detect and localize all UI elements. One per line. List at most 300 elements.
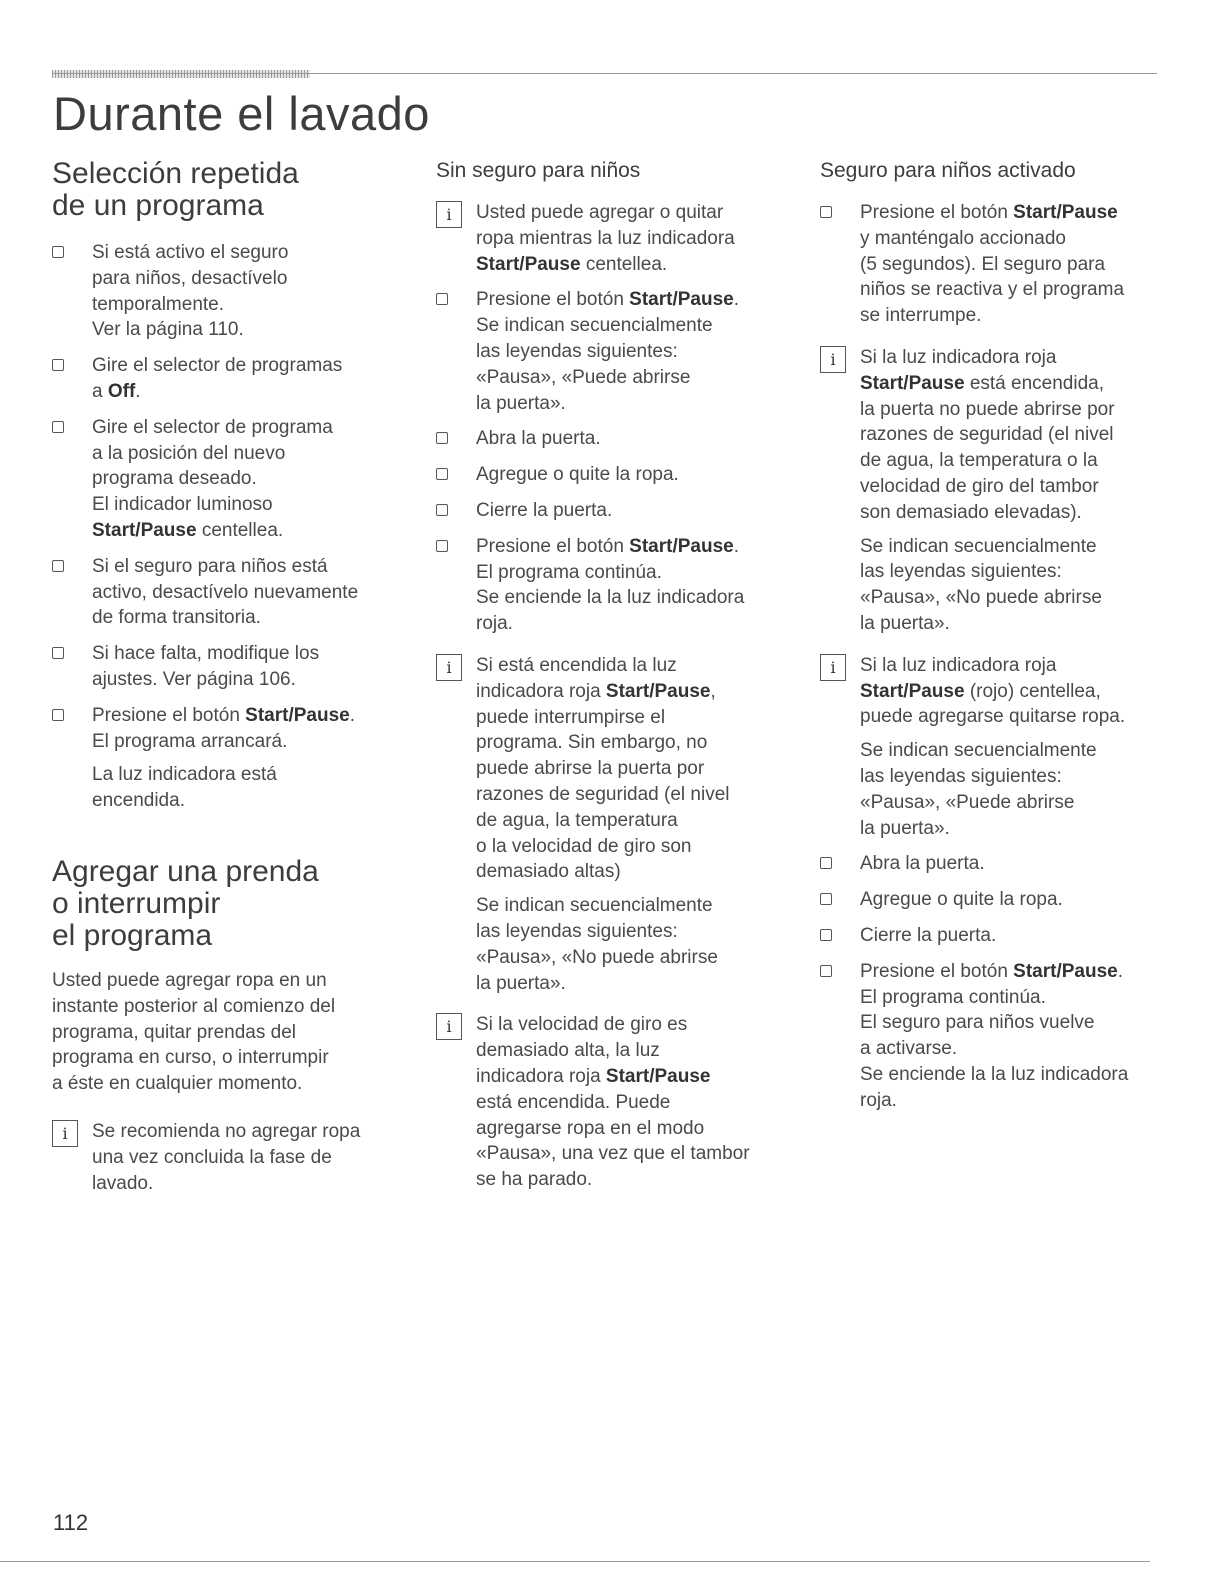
text-line [476, 1167, 791, 1193]
list-item [436, 462, 791, 488]
seguro-activado-list [820, 200, 1165, 1114]
heading-line: de un programa [52, 189, 264, 222]
text-run: razones de seguridad (el nivel [476, 783, 730, 805]
text-line [860, 653, 1165, 679]
text-line [92, 580, 402, 606]
item-text [92, 641, 402, 693]
text-line [476, 498, 791, 524]
item-text [476, 534, 791, 637]
text-line [92, 641, 402, 667]
text-line [860, 500, 1165, 526]
text-run: Gire el selector de programa [92, 416, 333, 438]
info-marker [820, 345, 860, 637]
text-line [860, 200, 1165, 226]
text-run: activo, desactívelo nuevamente [92, 581, 359, 603]
list-item [52, 240, 402, 343]
item-text [92, 415, 402, 544]
text-run: Abra la puerta. [860, 853, 985, 875]
header-pattern-strip [52, 70, 310, 78]
text-run: puede abrirse la puerta por [476, 758, 705, 780]
text-run: Cierre la puerta. [860, 924, 997, 946]
text-line [476, 560, 791, 586]
text-line [860, 611, 1165, 637]
text-run: La luz indicadora está [92, 764, 277, 786]
text-line [860, 397, 1165, 423]
text-line [860, 985, 1165, 1011]
text-run: las leyendas siguientes: [476, 920, 678, 942]
text-run: Agregue o quite la ropa. [476, 464, 679, 486]
text-run: roja. [860, 1089, 897, 1111]
text-line [92, 379, 402, 405]
text-run: indicadora roja [476, 680, 606, 702]
list-item [52, 353, 402, 405]
heading-line: o interrumpir [52, 886, 221, 920]
column-seguro-activado [820, 158, 1165, 1114]
text-run: está encendida, [964, 372, 1104, 394]
text-run: Si la luz indicadora roja [860, 346, 1057, 368]
text-line [860, 851, 1165, 877]
item-text [860, 887, 1165, 913]
text-run: Se indican secuencialmente [860, 740, 1097, 762]
text-run: Se enciende la la luz indicadora [476, 587, 745, 609]
item-text [92, 554, 402, 631]
text-line [860, 303, 1165, 329]
text-run: se ha parado. [476, 1169, 593, 1191]
text-line [476, 834, 791, 860]
text-line [860, 1010, 1165, 1036]
text-line [92, 441, 402, 467]
text-line [476, 339, 791, 365]
text-line [92, 292, 402, 318]
text-line [92, 492, 402, 518]
text-line [92, 240, 402, 266]
info-icon: i [52, 1120, 78, 1147]
text-run: . [733, 289, 739, 311]
info-note [436, 653, 791, 996]
info-marker [820, 653, 860, 842]
list-item [820, 923, 1165, 949]
text-run: «Pausa», «Puede abrirse [860, 791, 1075, 813]
list-item [52, 641, 402, 693]
text-run: la puerta». [860, 817, 950, 839]
text-run: a activarse. [860, 1038, 958, 1060]
bullet-marker [52, 554, 92, 631]
item-text [476, 653, 791, 996]
info-note [436, 200, 791, 277]
text-line [860, 345, 1165, 371]
text-line [476, 756, 791, 782]
text-line [92, 415, 402, 441]
text-run: la puerta no puede abrirse por [860, 398, 1115, 420]
text-run: puede interrumpirse el [476, 706, 666, 728]
text-run: a la posición del nuevo [92, 442, 286, 464]
text-run: Ver la página 110. [92, 319, 244, 341]
bullet-marker [52, 415, 92, 544]
text-run: la puerta». [860, 612, 950, 634]
text-line [476, 859, 791, 885]
text-line [476, 1116, 791, 1142]
text-line [92, 1145, 402, 1171]
text-run: «Pausa», «Puede abrirse [476, 366, 691, 388]
bullet-marker [436, 534, 476, 637]
footer-rule [0, 1561, 1150, 1562]
text-line [476, 919, 791, 945]
text-line [860, 1062, 1165, 1088]
bold-term: Start/Pause [629, 289, 734, 311]
info-note [820, 653, 1165, 842]
checkbox-bullet-icon [820, 965, 832, 977]
text-line [476, 893, 791, 919]
text-line [476, 226, 791, 252]
info-note [52, 1119, 402, 1196]
info-note [436, 1012, 791, 1193]
text-run: programa deseado. [92, 468, 257, 490]
list-item [820, 887, 1165, 913]
text-run: las leyendas siguientes: [476, 340, 678, 362]
item-text [860, 851, 1165, 877]
bullet-marker [436, 498, 476, 524]
text-run: se interrumpe. [860, 305, 982, 327]
intro-line: Usted puede agregar ropa en un [52, 969, 327, 991]
text-line [860, 474, 1165, 500]
text-line [476, 585, 791, 611]
checkbox-bullet-icon [52, 647, 64, 659]
text-run: «Pausa», una vez que el tambor [476, 1143, 750, 1165]
text-run: y manténgalo accionado [860, 227, 1066, 249]
intro-line: instante posterior al comienzo del [52, 995, 336, 1017]
bullet-marker [820, 851, 860, 877]
list-item [820, 851, 1165, 877]
list-item [436, 498, 791, 524]
text-line [92, 1119, 402, 1145]
section-heading-seguro-activado: Seguro para niños activado [820, 159, 1076, 182]
text-run: , [710, 680, 716, 702]
agregar-info-note [52, 1119, 402, 1196]
text-line [476, 313, 791, 339]
text-line [476, 287, 791, 313]
text-run: El programa continúa. [476, 561, 662, 583]
text-run: niños se reactiva y el programa [860, 279, 1125, 301]
bold-term: Off [107, 380, 136, 402]
info-marker [52, 1119, 92, 1196]
heading-line: el programa [52, 918, 213, 952]
text-run: Agregue o quite la ropa. [860, 889, 1063, 911]
list-item [436, 287, 791, 416]
text-run: «Pausa», «No puede abrirse [476, 946, 718, 968]
text-run: Abra la puerta. [476, 428, 601, 450]
text-line [92, 317, 402, 343]
text-run: centellea. [580, 253, 668, 275]
list-item [52, 554, 402, 631]
text-line [476, 971, 791, 997]
text-line [860, 738, 1165, 764]
section-heading-agregar [52, 856, 402, 952]
text-run: Se recomienda no agregar ropa [92, 1120, 361, 1142]
checkbox-bullet-icon [820, 893, 832, 905]
text-line [860, 1088, 1165, 1114]
text-line [476, 808, 791, 834]
bold-term: Start/Pause [245, 704, 350, 726]
item-text [860, 200, 1165, 329]
text-run: . [733, 535, 739, 557]
text-line [92, 762, 402, 788]
header-rule [52, 73, 1157, 74]
bold-term: Start/Pause [1013, 960, 1118, 982]
text-line [476, 1064, 791, 1090]
text-line [476, 1012, 791, 1038]
text-run: . [349, 704, 355, 726]
item-text [92, 703, 402, 814]
item-text [92, 353, 402, 405]
text-run: o la velocidad de giro son [476, 835, 692, 857]
bold-term: Start/Pause [476, 253, 581, 275]
bullet-marker [436, 287, 476, 416]
text-run: temporalmente. [92, 293, 225, 315]
text-run: para niños, desactívelo [92, 267, 288, 289]
text-run: agregarse ropa en el modo [476, 1117, 705, 1139]
checkbox-bullet-icon [436, 468, 448, 480]
bullet-marker [52, 703, 92, 814]
intro-line: programa, quitar prendas del [52, 1021, 296, 1043]
text-run: ajustes. Ver página 106. [92, 668, 296, 690]
section-heading-sin-seguro: Sin seguro para niños [436, 159, 641, 182]
text-run: una vez concluida la fase de [92, 1146, 332, 1168]
bullet-marker [820, 959, 860, 1114]
text-run: está encendida. Puede [476, 1091, 671, 1113]
text-line [476, 782, 791, 808]
text-run: a [92, 380, 108, 402]
text-run: Presione el botón [860, 960, 1014, 982]
text-run: Se indican secuencialmente [476, 315, 713, 337]
text-run: «Pausa», «No puede abrirse [860, 587, 1102, 609]
info-icon: i [820, 346, 846, 373]
text-line [92, 605, 402, 631]
item-text [476, 200, 791, 277]
text-run: programa. Sin embargo, no [476, 732, 708, 754]
text-run: roja. [476, 613, 513, 635]
text-run: Si está encendida la luz [476, 654, 677, 676]
text-line [860, 534, 1165, 560]
text-run: demasiado alta, la luz [476, 1040, 660, 1062]
text-line [92, 554, 402, 580]
text-line [860, 764, 1165, 790]
bullet-marker [52, 240, 92, 343]
text-line [476, 611, 791, 637]
bold-term: Start/Pause [629, 535, 734, 557]
seleccion-list [52, 240, 402, 814]
bullet-marker [820, 923, 860, 949]
item-text [860, 345, 1165, 637]
checkbox-bullet-icon [436, 504, 448, 516]
text-run: Si está activo el seguro [92, 242, 289, 263]
bold-term: Start/Pause [605, 680, 711, 702]
text-line [476, 200, 791, 226]
list-item [436, 534, 791, 637]
info-marker [436, 1012, 476, 1193]
text-run: . [1117, 960, 1123, 982]
text-run: indicadora roja [476, 1065, 606, 1087]
checkbox-bullet-icon [52, 560, 64, 572]
info-marker [436, 653, 476, 996]
text-run: Usted puede agregar o quitar [476, 202, 724, 223]
list-item [820, 200, 1165, 329]
text-line [476, 1141, 791, 1167]
info-icon: i [436, 654, 462, 681]
text-run: de forma transitoria. [92, 607, 261, 629]
text-run: razones de seguridad (el nivel [860, 424, 1114, 446]
text-line [860, 448, 1165, 474]
item-text [860, 923, 1165, 949]
text-line [860, 585, 1165, 611]
text-run: Si la luz indicadora roja [860, 654, 1057, 676]
text-run: ropa mientras la luz indicadora [476, 227, 735, 249]
text-run: son demasiado elevadas). [860, 501, 1082, 523]
item-text [92, 1119, 402, 1196]
text-line [476, 391, 791, 417]
item-text [476, 1012, 791, 1193]
item-text [476, 462, 791, 488]
text-run: Si hace falta, modifique los [92, 643, 320, 665]
text-line [860, 887, 1165, 913]
page-number: 112 [53, 1510, 89, 1535]
section-heading-seleccion [52, 158, 402, 222]
text-run: Si la velocidad de giro es [476, 1014, 688, 1036]
text-run: de agua, la temperatura o la [860, 450, 1098, 472]
heading-line: Selección repetida [52, 157, 299, 190]
text-line [92, 729, 402, 755]
checkbox-bullet-icon [436, 432, 448, 444]
bold-term: Start/Pause [860, 372, 965, 394]
text-line [476, 252, 791, 278]
text-line [860, 252, 1165, 278]
text-line [476, 426, 791, 452]
bullet-marker [52, 353, 92, 405]
text-line [92, 788, 402, 814]
list-item [52, 415, 402, 544]
checkbox-bullet-icon [820, 206, 832, 218]
text-run: demasiado altas) [476, 861, 621, 883]
text-run: Presione el botón [476, 289, 630, 311]
checkbox-bullet-icon [436, 293, 448, 305]
text-line [860, 277, 1165, 303]
checkbox-bullet-icon [820, 929, 832, 941]
text-line [476, 653, 791, 679]
item-text [476, 287, 791, 416]
checkbox-bullet-icon [52, 421, 64, 433]
text-line [860, 1036, 1165, 1062]
agregar-intro [52, 968, 402, 1097]
bullet-marker [436, 462, 476, 488]
checkbox-bullet-icon [52, 709, 64, 721]
intro-line: a éste en cualquier momento. [52, 1073, 303, 1095]
text-line [860, 790, 1165, 816]
text-line [860, 226, 1165, 252]
text-run: El programa arrancará. [92, 730, 288, 752]
page-title: Durante el lavado [53, 87, 430, 140]
list-item [52, 703, 402, 814]
text-run: las leyendas siguientes: [860, 561, 1062, 583]
text-run: de agua, la temperatura [476, 809, 678, 831]
text-run: encendida. [92, 790, 185, 812]
bullet-marker [436, 426, 476, 452]
text-line [860, 422, 1165, 448]
text-line [92, 266, 402, 292]
text-run: (5 segundos). El seguro para [860, 253, 1106, 275]
text-run: velocidad de giro del tambor [860, 475, 1099, 497]
text-line [476, 534, 791, 560]
item-text [860, 653, 1165, 842]
text-line [860, 704, 1165, 730]
text-line [860, 371, 1165, 397]
sin-seguro-list [436, 200, 791, 1193]
info-icon: i [436, 1013, 462, 1040]
text-line [92, 518, 402, 544]
text-run: Gire el selector de programas [92, 355, 343, 377]
column-sin-seguro [436, 158, 791, 1193]
text-run: centellea. [196, 519, 284, 541]
list-item [820, 959, 1165, 1114]
text-run: Se indican secuencialmente [476, 895, 713, 917]
checkbox-bullet-icon [52, 359, 64, 371]
text-line [476, 705, 791, 731]
info-marker [436, 200, 476, 277]
text-run: la puerta». [476, 392, 566, 414]
item-text [860, 959, 1165, 1114]
text-line [860, 923, 1165, 949]
list-item [436, 426, 791, 452]
intro-line: programa en curso, o interrumpir [52, 1047, 329, 1069]
text-run: Se enciende la la luz indicadora [860, 1063, 1129, 1085]
checkbox-bullet-icon [52, 246, 64, 258]
text-line [860, 959, 1165, 985]
info-icon: i [436, 201, 462, 228]
info-note [820, 345, 1165, 637]
text-run: Presione el botón [92, 704, 246, 726]
checkbox-bullet-icon [820, 857, 832, 869]
bullet-marker [820, 887, 860, 913]
text-run: El seguro para niños vuelve [860, 1012, 1095, 1034]
text-line [860, 816, 1165, 842]
text-run: Cierre la puerta. [476, 499, 613, 521]
text-line [92, 703, 402, 729]
item-text [476, 498, 791, 524]
text-line [476, 462, 791, 488]
info-icon: i [820, 654, 846, 681]
text-run: Presione el botón [860, 202, 1014, 223]
text-run: Se indican secuencialmente [860, 535, 1097, 557]
text-line [476, 730, 791, 756]
column-seleccion [52, 158, 402, 1196]
bullet-marker [820, 200, 860, 329]
item-text [92, 240, 402, 343]
bullet-marker [52, 641, 92, 693]
text-line [476, 679, 791, 705]
text-line [92, 353, 402, 379]
text-line [476, 1090, 791, 1116]
text-line [92, 1171, 402, 1197]
bold-term: Start/Pause [605, 1065, 711, 1087]
checkbox-bullet-icon [436, 540, 448, 552]
text-run: las leyendas siguientes: [860, 765, 1062, 787]
bold-term: Start/Pause [92, 519, 197, 541]
text-run: El programa continúa. [860, 986, 1046, 1008]
item-text [476, 426, 791, 452]
text-line [860, 559, 1165, 585]
bold-term: Start/Pause [860, 680, 965, 702]
bold-term: Start/Pause [1013, 202, 1118, 223]
text-line [92, 466, 402, 492]
text-run: Presione el botón [476, 535, 630, 557]
